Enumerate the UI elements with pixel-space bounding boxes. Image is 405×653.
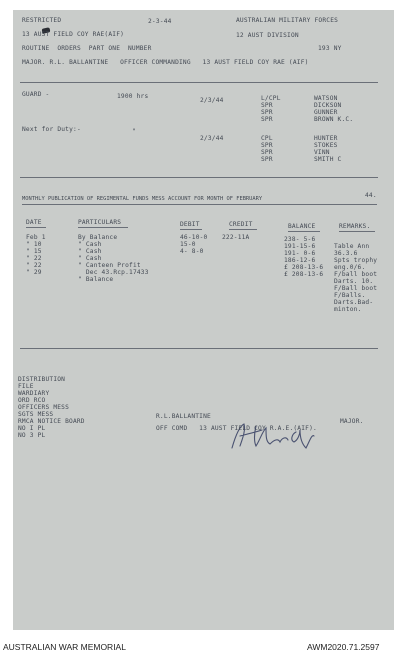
next-duty-ranks xyxy=(261,135,273,163)
date-cell: " 10 xyxy=(26,241,42,248)
guard-name: GUNNER xyxy=(314,109,338,116)
guard-names xyxy=(314,95,353,123)
col-header-date: DATE xyxy=(26,219,42,226)
distribution-item: RMCA NOTICE BOARD xyxy=(18,418,85,425)
particulars-cell: " Balance xyxy=(78,276,114,283)
table-rule xyxy=(20,348,378,349)
distribution-item: ORD RCO xyxy=(18,397,46,404)
date-cell: " 29 xyxy=(26,269,42,276)
guard-name: WATSON xyxy=(314,95,338,102)
balance-column xyxy=(284,236,323,278)
date-cell: Feb 1 xyxy=(26,234,46,241)
next-duty-name: SMITH C xyxy=(314,156,342,163)
guard-date: 2/3/44 xyxy=(200,97,224,104)
guard-rank: SPR xyxy=(261,109,273,116)
guard-label: GUARD - xyxy=(22,91,50,98)
handwritten-signature xyxy=(226,418,336,454)
title-underline xyxy=(22,204,377,205)
col-underline xyxy=(339,231,375,232)
balance-cell: 186-12-6 xyxy=(284,257,316,264)
date-cell: " 22 xyxy=(26,262,42,269)
remarks-cell: Spts trophy xyxy=(334,257,378,264)
col-underline xyxy=(78,227,128,228)
remarks-cell: 36.3.6 xyxy=(334,250,358,257)
debit-column xyxy=(180,234,207,255)
particulars-cell: " Canteen Profit xyxy=(78,262,141,269)
next-duty-name: STOKES xyxy=(314,142,338,149)
distribution-item: SGTS MESS xyxy=(18,411,54,418)
col-underline xyxy=(229,229,257,230)
order-number: 193 NY xyxy=(318,45,342,52)
signatory-name: R.L.BALLANTINE xyxy=(156,413,211,420)
guard-rank: L/CPL xyxy=(261,95,281,102)
restricted-label: RESTRICTED xyxy=(22,17,62,24)
distribution-item: DISTRIBUTION xyxy=(18,376,66,383)
guard-time: 1900 hrs xyxy=(117,93,149,100)
next-duty-date: 2/3/44 xyxy=(200,135,224,142)
next-duty-rank: CPL xyxy=(261,135,273,142)
remarks-cell: F/Balls. xyxy=(334,292,366,299)
division-name: 12 AUST DIVISION xyxy=(236,32,299,39)
col-header-debit: DEBIT xyxy=(180,221,200,228)
guard-rank: SPR xyxy=(261,102,273,109)
next-duty-rank: SPR xyxy=(261,142,273,149)
col-header-particulars: PARTICULARS xyxy=(78,219,122,226)
guard-rank: SPR xyxy=(261,116,273,123)
col-underline xyxy=(26,227,46,228)
remarks-cell: F/ball boot xyxy=(334,271,378,278)
distribution-item: OFFICERS MESS xyxy=(18,404,70,411)
remarks-cell: F/Ball boot xyxy=(334,285,378,292)
balance-cell: £ 208-13-6 xyxy=(284,271,324,278)
signatory-rank: MAJOR. xyxy=(340,418,364,425)
date-cell: " 15 xyxy=(26,248,42,255)
next-duty-name: HUNTER xyxy=(314,135,338,142)
date-cell: " 22 xyxy=(26,255,42,262)
signatory-appointment: OFF COMD 13 AUST FIELD COY R.A.E.(AIF). xyxy=(156,425,317,432)
guard-name: BROWN K.C. xyxy=(314,116,354,123)
distribution-item: FILE xyxy=(18,383,34,390)
particulars-column xyxy=(78,234,149,283)
publication-title: MONTHLY PUBLICATION OF REGIMENTAL FUNDS MESS ACCOUNT FOR MONTH OF FEBRUARY xyxy=(22,196,263,202)
force-name: AUSTRALIAN MILITARY FORCES xyxy=(236,17,339,24)
footer-reference: AWM2020.71.2597 xyxy=(307,642,380,652)
next-duty-ditto: " xyxy=(132,128,136,135)
guard-ranks xyxy=(261,95,281,123)
particulars-cell: " Cash xyxy=(78,255,102,262)
balance-cell: 191- 0-6 xyxy=(284,250,316,257)
balance-cell: 191-15-6 xyxy=(284,243,316,250)
duties-rule xyxy=(20,177,378,178)
guard-name: DICKSON xyxy=(314,102,342,109)
next-duty-rank: SPR xyxy=(261,149,273,156)
remarks-cell: eng.0/6. xyxy=(334,264,366,271)
next-duty-rank: SPR xyxy=(261,156,273,163)
remarks-cell: Darts. 10. xyxy=(334,278,374,285)
particulars-cell: " Cash xyxy=(78,248,102,255)
debit-cell: 4- 8-0 xyxy=(180,248,204,255)
col-header-credit: CREDIT xyxy=(229,221,253,228)
remarks-cell: Table Ann xyxy=(334,243,370,250)
particulars-cell: " Cash xyxy=(78,241,102,248)
balance-cell: £ 208-13-6 xyxy=(284,264,324,271)
distribution-item: WARDIARY xyxy=(18,390,50,397)
remarks-cell: Darts.Bad- xyxy=(334,299,374,306)
debit-cell: 46-10-0 xyxy=(180,234,208,241)
col-header-remarks: REMARKS. xyxy=(339,223,371,230)
distribution-item: NO 3 PL xyxy=(18,432,46,439)
remarks-cell: minton. xyxy=(334,306,362,313)
unit-name: 13 AUST FIELD COY RAE(AIF) xyxy=(22,31,125,38)
date-column xyxy=(26,234,46,276)
next-duty-name: VINN xyxy=(314,149,330,156)
footer-credit: AUSTRALIAN WAR MEMORIAL xyxy=(3,642,126,652)
col-underline xyxy=(180,229,202,230)
credit-column xyxy=(222,234,249,241)
by-line: MAJOR. R.L. BALLANTINE OFFICER COMMANDING 13 AUST FIELD COY RAE (AIF) xyxy=(22,59,309,66)
debit-cell: 15-0 xyxy=(180,241,196,248)
next-duty-label: Next for Duty:- xyxy=(22,126,81,133)
header-rule xyxy=(20,82,378,83)
item-number: 44. xyxy=(365,192,377,199)
col-header-balance: BALANCE xyxy=(288,223,316,230)
next-duty-names xyxy=(314,135,341,163)
order-date: 2-3-44 xyxy=(148,18,172,25)
remarks-column xyxy=(334,243,377,313)
distribution-list xyxy=(18,376,85,439)
orders-title: ROUTINE ORDERS PART ONE NUMBER xyxy=(22,45,152,52)
balance-cell: 238- 5-6 xyxy=(284,236,316,243)
col-underline xyxy=(288,231,320,232)
particulars-cell: By Balance xyxy=(78,234,118,241)
particulars-cell: Dec 43.Rcp.17433 xyxy=(78,269,149,276)
credit-cell: 222-11A xyxy=(222,234,250,241)
distribution-item: NO I PL xyxy=(18,425,46,432)
